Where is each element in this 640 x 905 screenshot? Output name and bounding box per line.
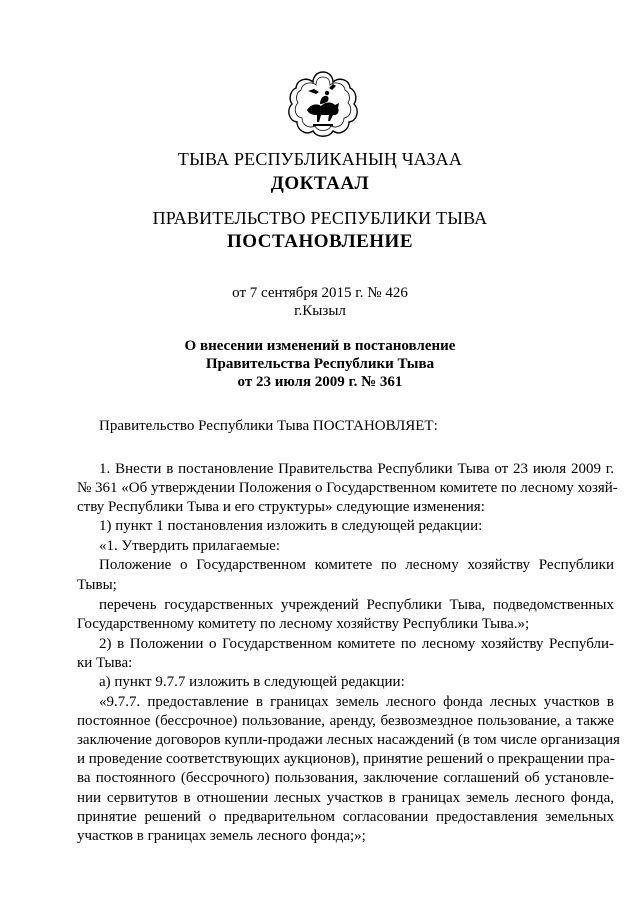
- paragraph-8-line-6: нии сервитутов в отношении лесных участков в границах земель лесного фонда,: [77, 790, 614, 806]
- subject-line-2: Правительства Республики Тыва: [205, 356, 435, 372]
- paragraph-6-line-1: 2) в Положении о Государственном комитете по лесному хозяйству Республи-: [99, 636, 614, 652]
- paragraph-5-line-2: Государственному комитету по лесному хозяйству Республики Тыва.»;: [77, 616, 530, 632]
- paragraph-7: а) пункт 9.7.7 изложить в следующей редакции:: [99, 674, 405, 690]
- document-date-number: от 7 сентября 2015 г. № 426: [232, 285, 408, 301]
- paragraph-1-line-1: 1. Внести в постановление Правительства Республики Тыва от 23 июля 2009 г.: [99, 461, 614, 477]
- header-tuvan-doc-type: ДОКТААЛ: [270, 173, 370, 194]
- paragraph-8-line-4: и проведение соответствующих аукционов), принятие решений о прекращении пра-: [77, 751, 615, 767]
- paragraph-1-line-2: № 361 «Об утверждении Положения о Государственном комитете по лесному хозяй-: [77, 480, 618, 496]
- paragraph-4-line-1: Положение о Государственном комитете по лесному хозяйству Республики: [99, 557, 614, 573]
- header-doc-type: ПОСТАНОВЛЕНИЕ: [226, 231, 414, 252]
- paragraph-5-line-1: перечень государственных учреждений Республики Тыва, подведомственных: [99, 597, 614, 613]
- paragraph-8-line-8: участков в границах земель лесного фонда;»;: [77, 828, 366, 844]
- subject-line-3: от 23 июля 2009 г. № 361: [237, 374, 403, 390]
- tuva-emblem-icon: [283, 66, 363, 146]
- document-city: г.Кызыл: [294, 303, 346, 319]
- paragraph-8-line-1: «9.7.7. предоставление в границах земель лесного фонда лесных участков в: [99, 694, 614, 710]
- decree-line: Правительство Республики Тыва ПОСТАНОВЛЯЕТ:: [99, 418, 438, 434]
- paragraph-8-line-7: принятие решений о предварительном согласовании предоставления земельных: [77, 809, 614, 825]
- paragraph-3: «1. Утвердить прилагаемые:: [99, 538, 280, 554]
- header-government: ПРАВИТЕЛЬСТВО РЕСПУБЛИКИ ТЫВА: [152, 208, 488, 228]
- paragraph-1-line-3: ству Республики Тыва и его структуры» следующие изменения:: [77, 499, 485, 515]
- paragraph-2: 1) пункт 1 постановления изложить в следующей редакции:: [99, 518, 483, 534]
- paragraph-8-line-5: ва постоянного (бессрочного) пользования, заключение соглашений об установле-: [77, 770, 614, 786]
- paragraph-6-line-2: ки Тыва:: [77, 655, 133, 671]
- paragraph-4-line-2: Тывы;: [77, 577, 117, 593]
- paragraph-8-line-2: постоянное (бессрочное) пользование, аренду, безвозмездное пользование, а также: [77, 713, 614, 729]
- paragraph-8-line-3: заключение договоров купли-продажи лесных насаждений (в том числе организация: [77, 732, 620, 748]
- subject-line-1: О внесении изменений в постановление: [184, 338, 456, 354]
- header-tuvan-government: ТЫВА РЕСПУБЛИКАНЫҢ ЧАЗАА: [177, 149, 463, 169]
